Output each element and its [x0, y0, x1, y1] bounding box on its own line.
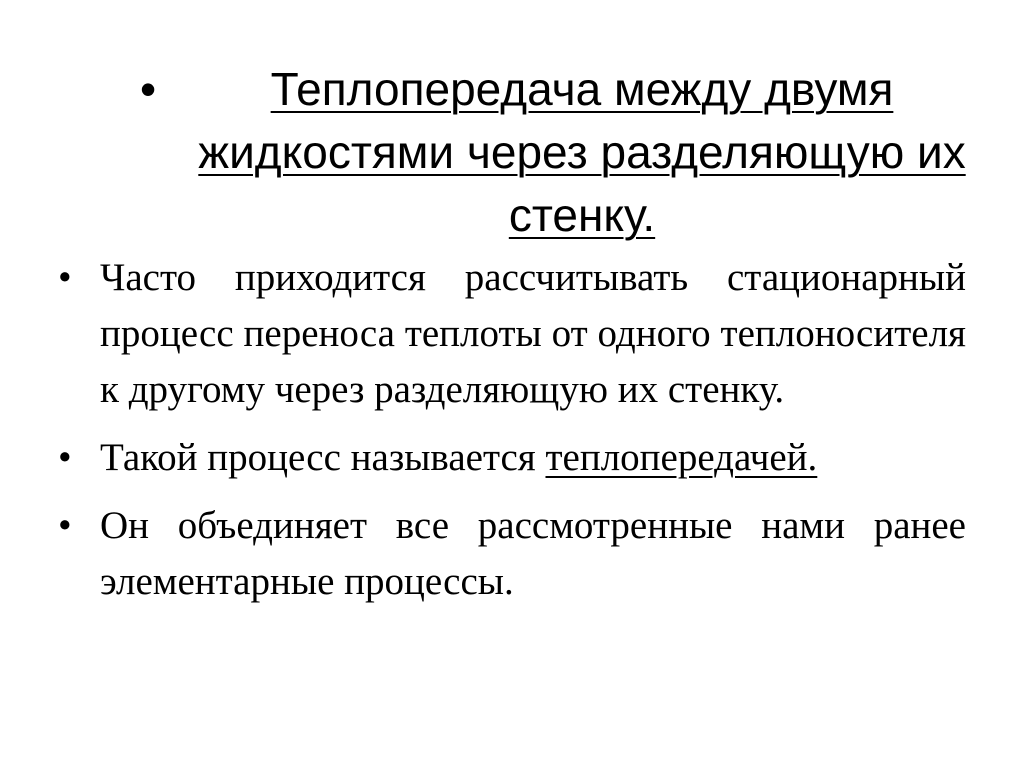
list-item-text: Такой процесс называется: [100, 436, 546, 479]
list-item: [58, 498, 966, 610]
list-item-text: Он объединяет все рассмотренные нами ранее элементарные процессы.: [100, 504, 966, 603]
bullet-icon: •: [58, 436, 72, 479]
bullet-list: [58, 250, 966, 622]
underlined-term: теплопередачей.: [545, 436, 818, 479]
bullet-icon: •: [58, 504, 72, 547]
bullet-icon: •: [140, 63, 157, 115]
bullet-icon: •: [58, 256, 72, 299]
list-item-text: Часто приходится рассчитывать стационарный процесс переноса теплоты от одного теплоносителя к другому через разделяющую их стенку.: [100, 256, 966, 411]
list-item: [58, 430, 966, 486]
slide-title: Теплопередача между двумя жидкостями через разделяющую их стенку.: [198, 63, 966, 241]
slide-title-block: [140, 58, 980, 247]
list-item: [58, 250, 966, 418]
